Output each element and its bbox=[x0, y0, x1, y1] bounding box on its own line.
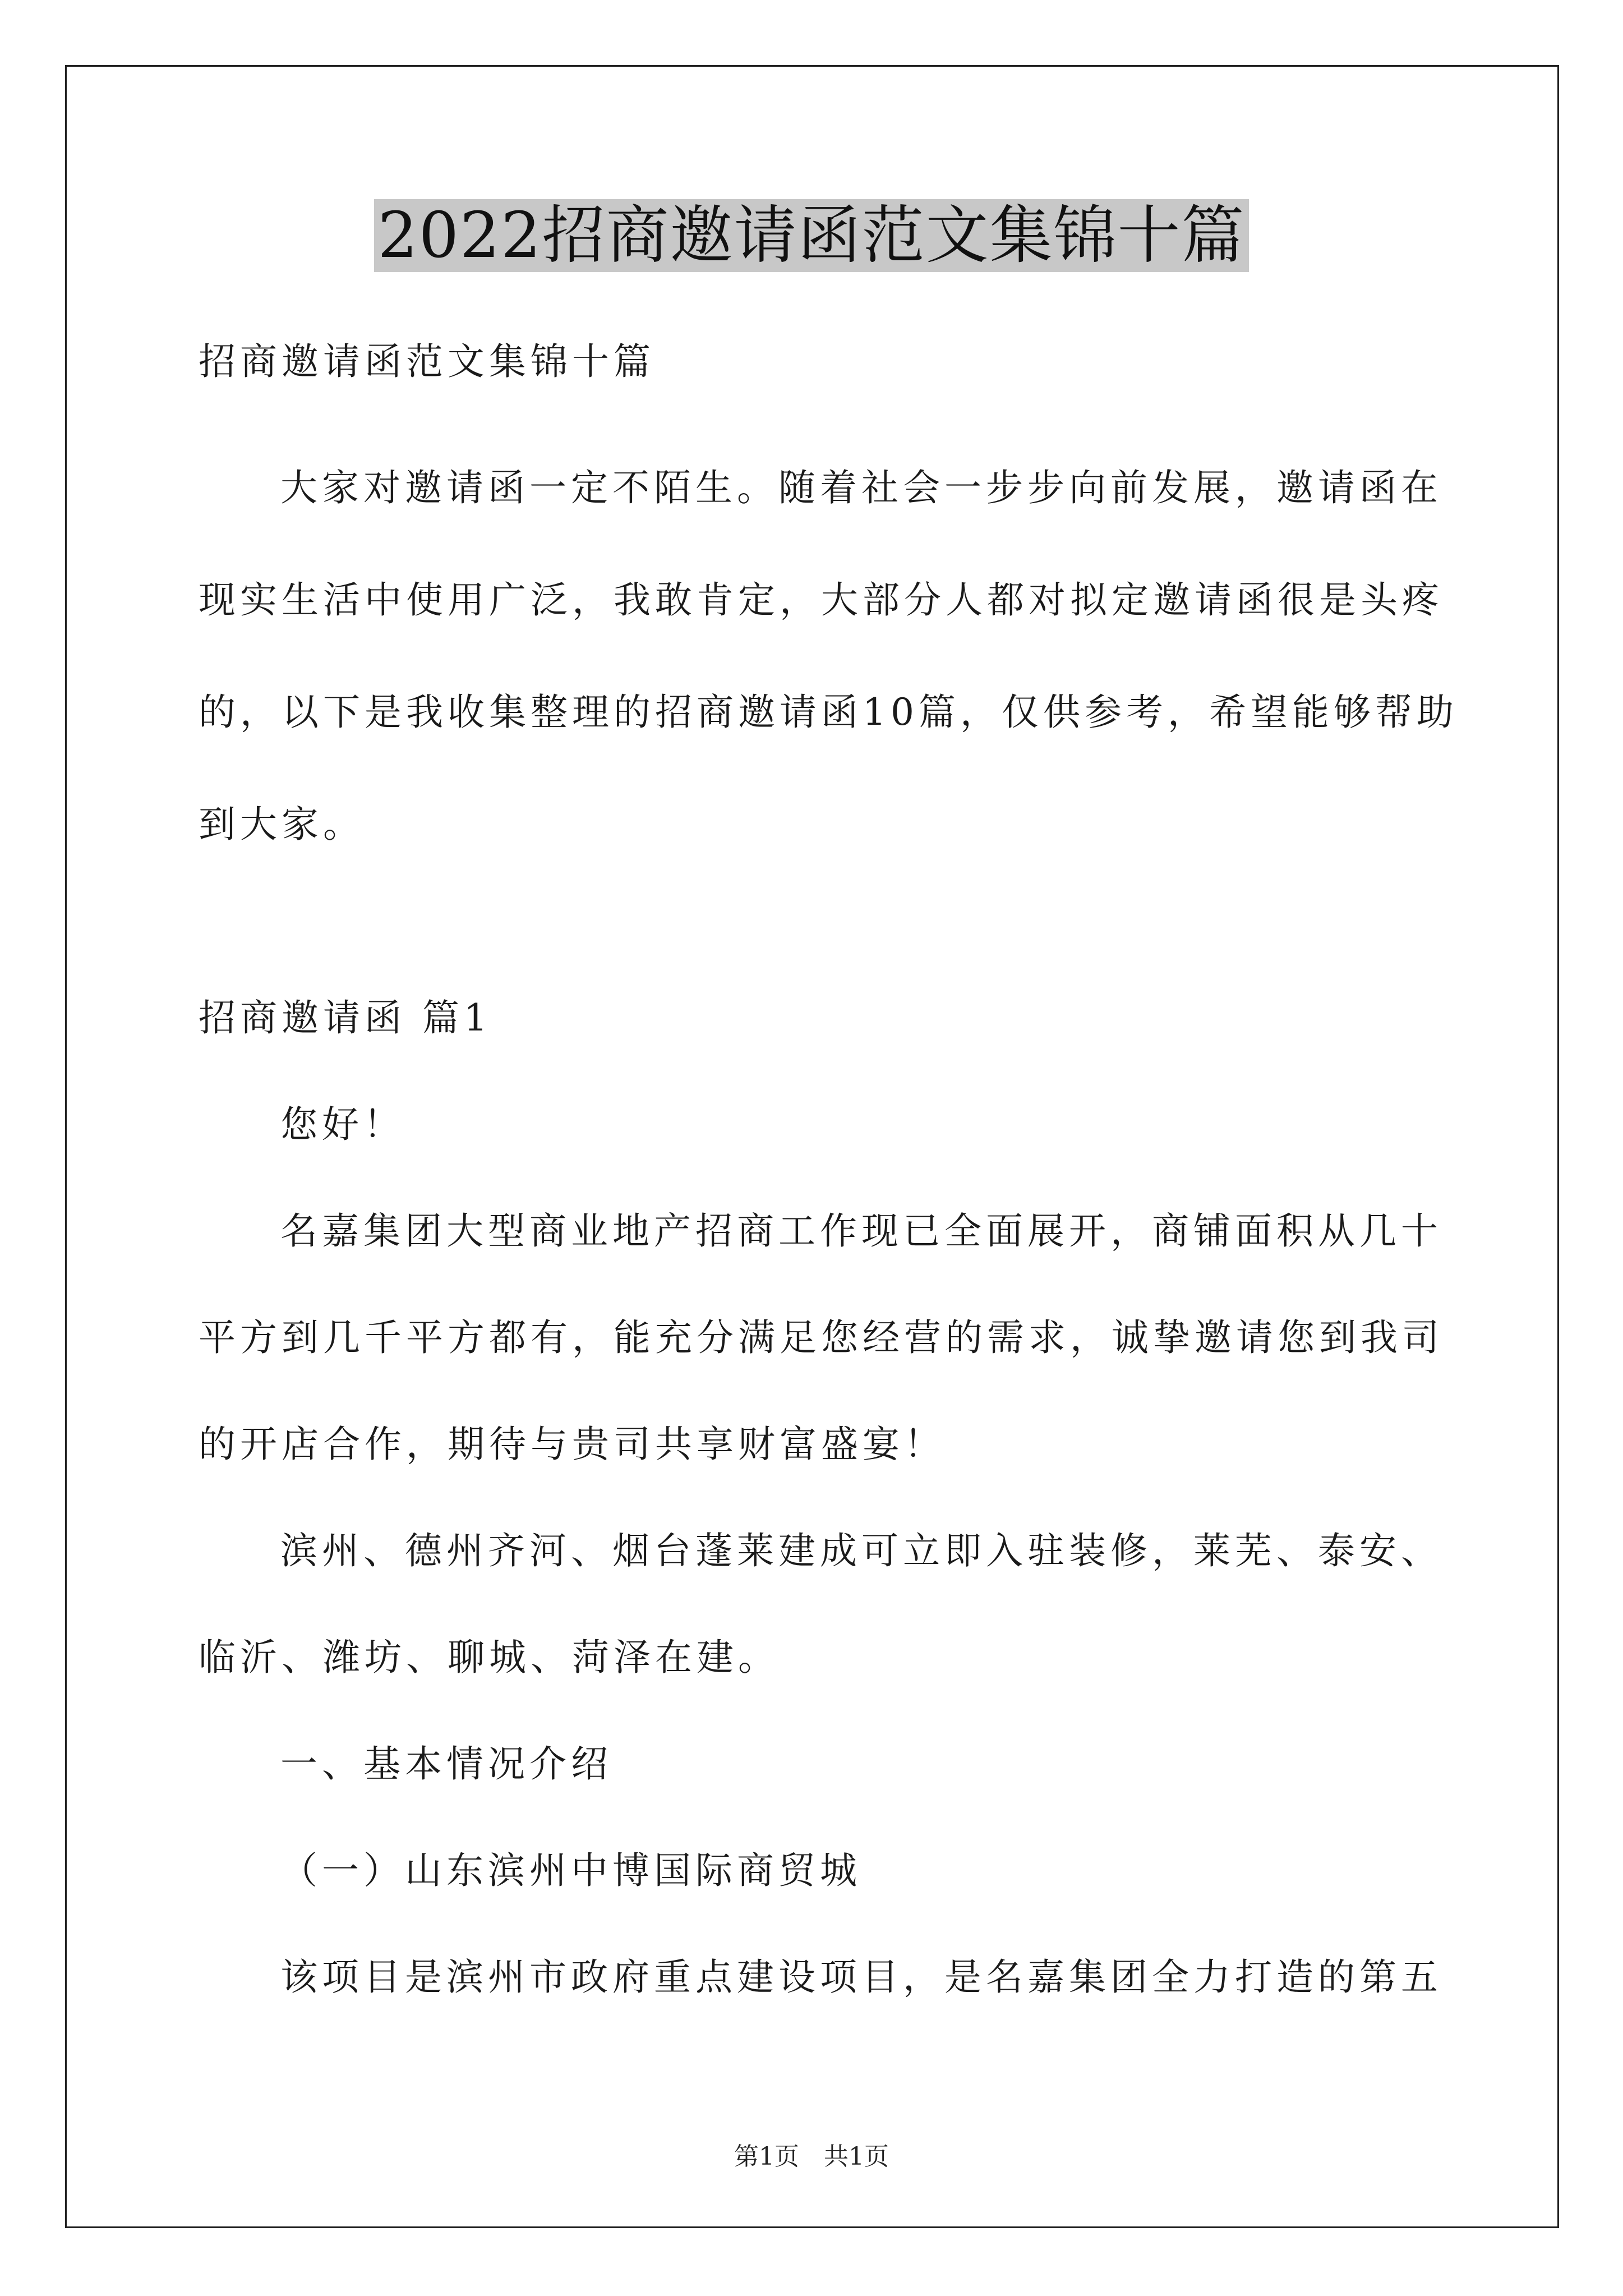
body-line: 该项目是滨州市政府重点建设项目，是名嘉集团全力打造的第五 bbox=[280, 1955, 1442, 1999]
body-line: 名嘉集团大型商业地产招商工作现已全面展开，商铺面积从几十 bbox=[280, 1209, 1442, 1253]
body-line: 到大家。 bbox=[199, 803, 365, 846]
body-line: 的，以下是我收集整理的招商邀请函10篇，仅供参考，希望能够帮助 bbox=[199, 691, 1458, 734]
section-heading: 招商邀请函 篇1 bbox=[199, 996, 492, 1039]
page-footer: 第1页 共1页 bbox=[734, 2142, 889, 2171]
body-line: 临沂、潍坊、聊城、菏泽在建。 bbox=[199, 1636, 780, 1679]
section-heading: 一、基本情况介绍 bbox=[280, 1742, 612, 1786]
subtitle-line: 招商邀请函范文集锦十篇 bbox=[199, 340, 655, 383]
body-line: 平方到几千平方都有，能充分满足您经营的需求，诚挚邀请您到我司 bbox=[199, 1316, 1444, 1359]
title-container bbox=[0, 199, 1623, 272]
body-line: 现实生活中使用广泛，我敢肯定，大部分人都对拟定邀请函很是头疼 bbox=[199, 578, 1444, 622]
body-line: 滨州、德州齐河、烟台蓬莱建成可立即入驻装修，莱芜、泰安、 bbox=[280, 1529, 1442, 1572]
body-line: 大家对邀请函一定不陌生。随着社会一步步向前发展，邀请函在 bbox=[280, 466, 1442, 509]
subsection-heading: （一）山东滨州中博国际商贸城 bbox=[280, 1849, 861, 1892]
greeting-line: 您好！ bbox=[280, 1103, 405, 1146]
document-title: 2022招商邀请函范文集锦十篇 bbox=[374, 199, 1248, 272]
body-line: 的开店合作，期待与贵司共享财富盛宴！ bbox=[199, 1423, 946, 1466]
